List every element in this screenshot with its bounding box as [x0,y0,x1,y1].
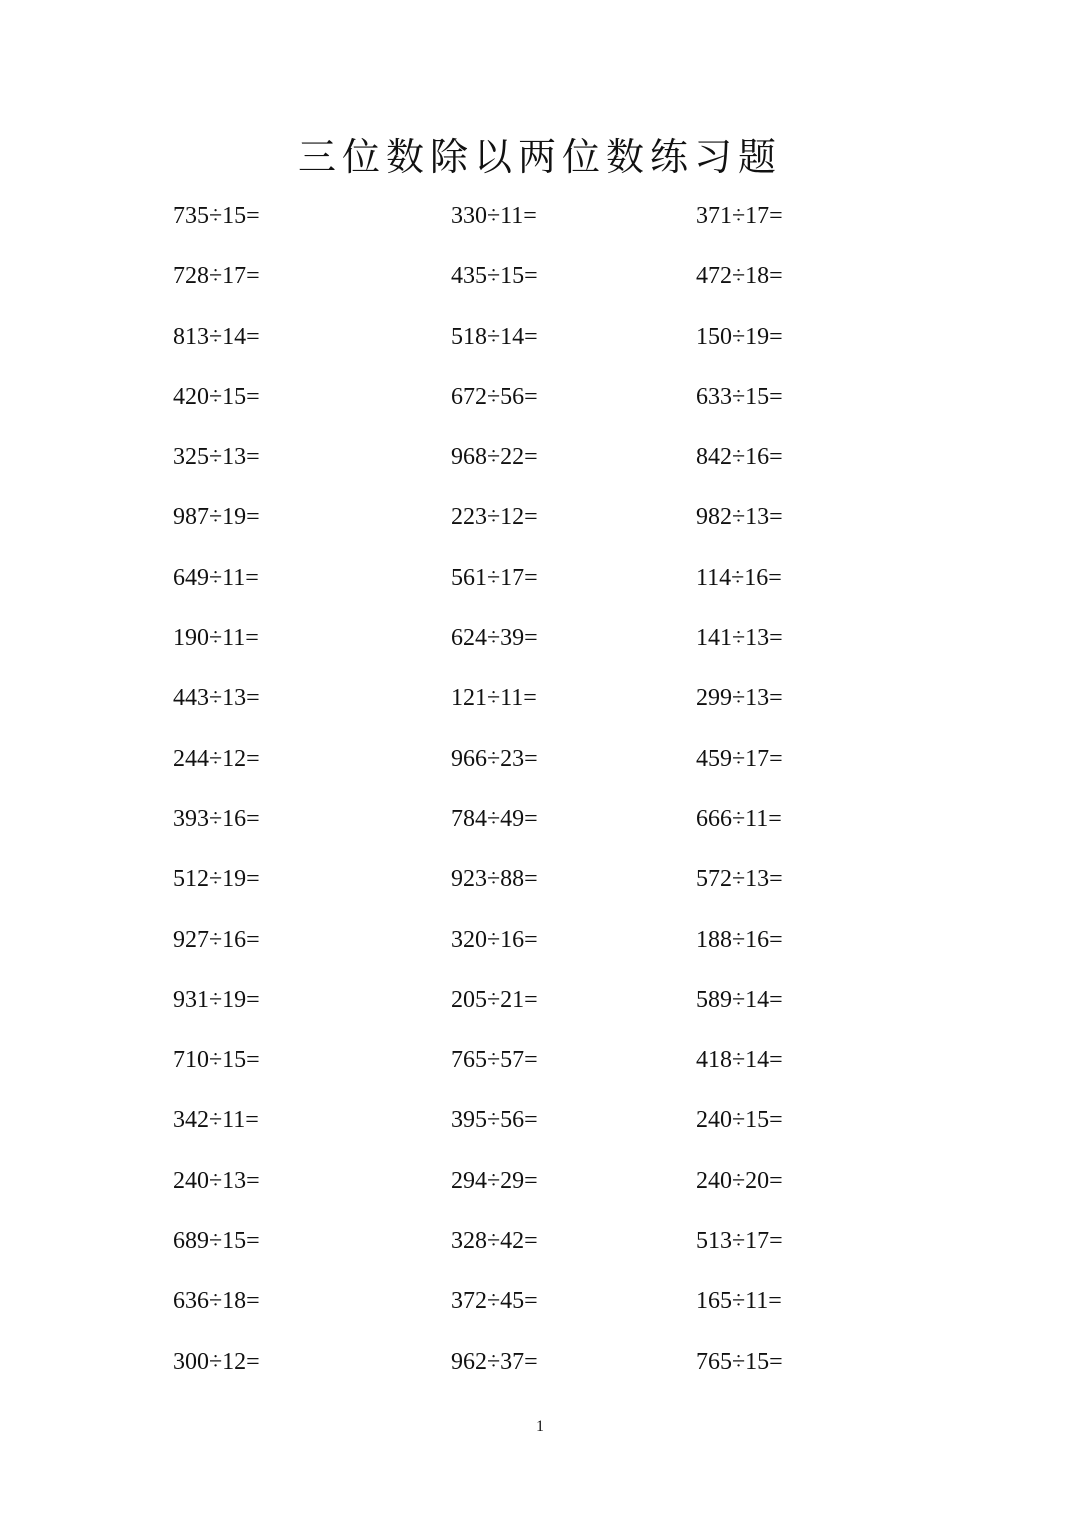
problem-row [0,980,1080,1040]
problem: 735÷15= [173,203,260,229]
problem: 589÷14= [696,986,783,1013]
problem: 223÷12= [451,504,538,531]
problem: 299÷13= [696,685,783,712]
problem: 330÷11= [451,203,537,229]
problem: 420÷15= [173,383,260,410]
problem: 300÷12= [173,1348,260,1375]
problem: 633÷15= [696,383,783,410]
problem: 165÷11= [696,1288,782,1315]
problem: 294÷29= [451,1167,538,1194]
problem: 666÷11= [696,805,782,832]
problem: 443÷13= [173,685,260,712]
problem: 962÷37= [451,1348,538,1375]
problem-row [0,799,1080,859]
problem-row [0,437,1080,497]
problem: 765÷57= [451,1047,538,1074]
problem: 784÷49= [451,805,538,832]
problem-row [0,1040,1080,1100]
problem: 328÷42= [451,1228,538,1255]
problem: 371÷17= [696,203,783,229]
problem: 395÷56= [451,1107,538,1134]
problem: 728÷17= [173,263,260,290]
problem: 114÷16= [696,564,782,591]
problem: 472÷18= [696,263,783,290]
problem: 325÷13= [173,444,260,471]
problem: 927÷16= [173,926,260,953]
page-number: 1 [536,1418,544,1435]
problem: 672÷56= [451,383,538,410]
problem-row [0,1221,1080,1281]
problem: 512÷19= [173,866,260,893]
problem: 923÷88= [451,866,538,893]
problem: 765÷15= [696,1348,783,1375]
problem: 190÷11= [173,625,259,652]
problem: 342÷11= [173,1107,259,1134]
problem: 121÷11= [451,685,537,712]
problem: 459÷17= [696,745,783,772]
problem-row [0,1342,1080,1402]
problem-row [0,377,1080,437]
problem: 636÷18= [173,1288,260,1315]
problem: 150÷19= [696,323,783,350]
problem: 141÷13= [696,625,783,652]
problem: 572÷13= [696,866,783,893]
problem: 931÷19= [173,986,260,1013]
problem: 624÷39= [451,625,538,652]
problem: 813÷14= [173,323,260,350]
problem: 987÷19= [173,504,260,531]
problem: 435÷15= [451,263,538,290]
problem-row [0,497,1080,557]
problem: 968÷22= [451,444,538,471]
problem-row [0,739,1080,799]
problem: 710÷15= [173,1047,260,1074]
problem-row [0,317,1080,377]
problem-row [0,1100,1080,1160]
problem-row [0,558,1080,618]
problem: 982÷13= [696,504,783,531]
problem-row [0,1281,1080,1341]
problem: 966÷23= [451,745,538,772]
problem-grid [0,196,1080,1402]
page-title: 三位数除以两位数练习题 [297,135,782,179]
problem: 372÷45= [451,1288,538,1315]
problem: 393÷16= [173,805,260,832]
problem: 320÷16= [451,926,538,953]
problem: 649÷11= [173,564,259,591]
problem: 205÷21= [451,986,538,1013]
problem-row [0,678,1080,738]
problem: 188÷16= [696,926,783,953]
problem: 518÷14= [451,323,538,350]
problem: 561÷17= [451,564,538,591]
problem: 418÷14= [696,1047,783,1074]
problem: 244÷12= [173,745,260,772]
problem: 240÷13= [173,1167,260,1194]
problem-row [0,1161,1080,1221]
problem: 240÷15= [696,1107,783,1134]
problem-row [0,196,1080,256]
problem-row [0,618,1080,678]
problem-row [0,920,1080,980]
problem: 513÷17= [696,1228,783,1255]
problem-row [0,859,1080,919]
problem-row [0,256,1080,316]
problem: 240÷20= [696,1167,783,1194]
problem: 689÷15= [173,1228,260,1255]
problem: 842÷16= [696,444,783,471]
